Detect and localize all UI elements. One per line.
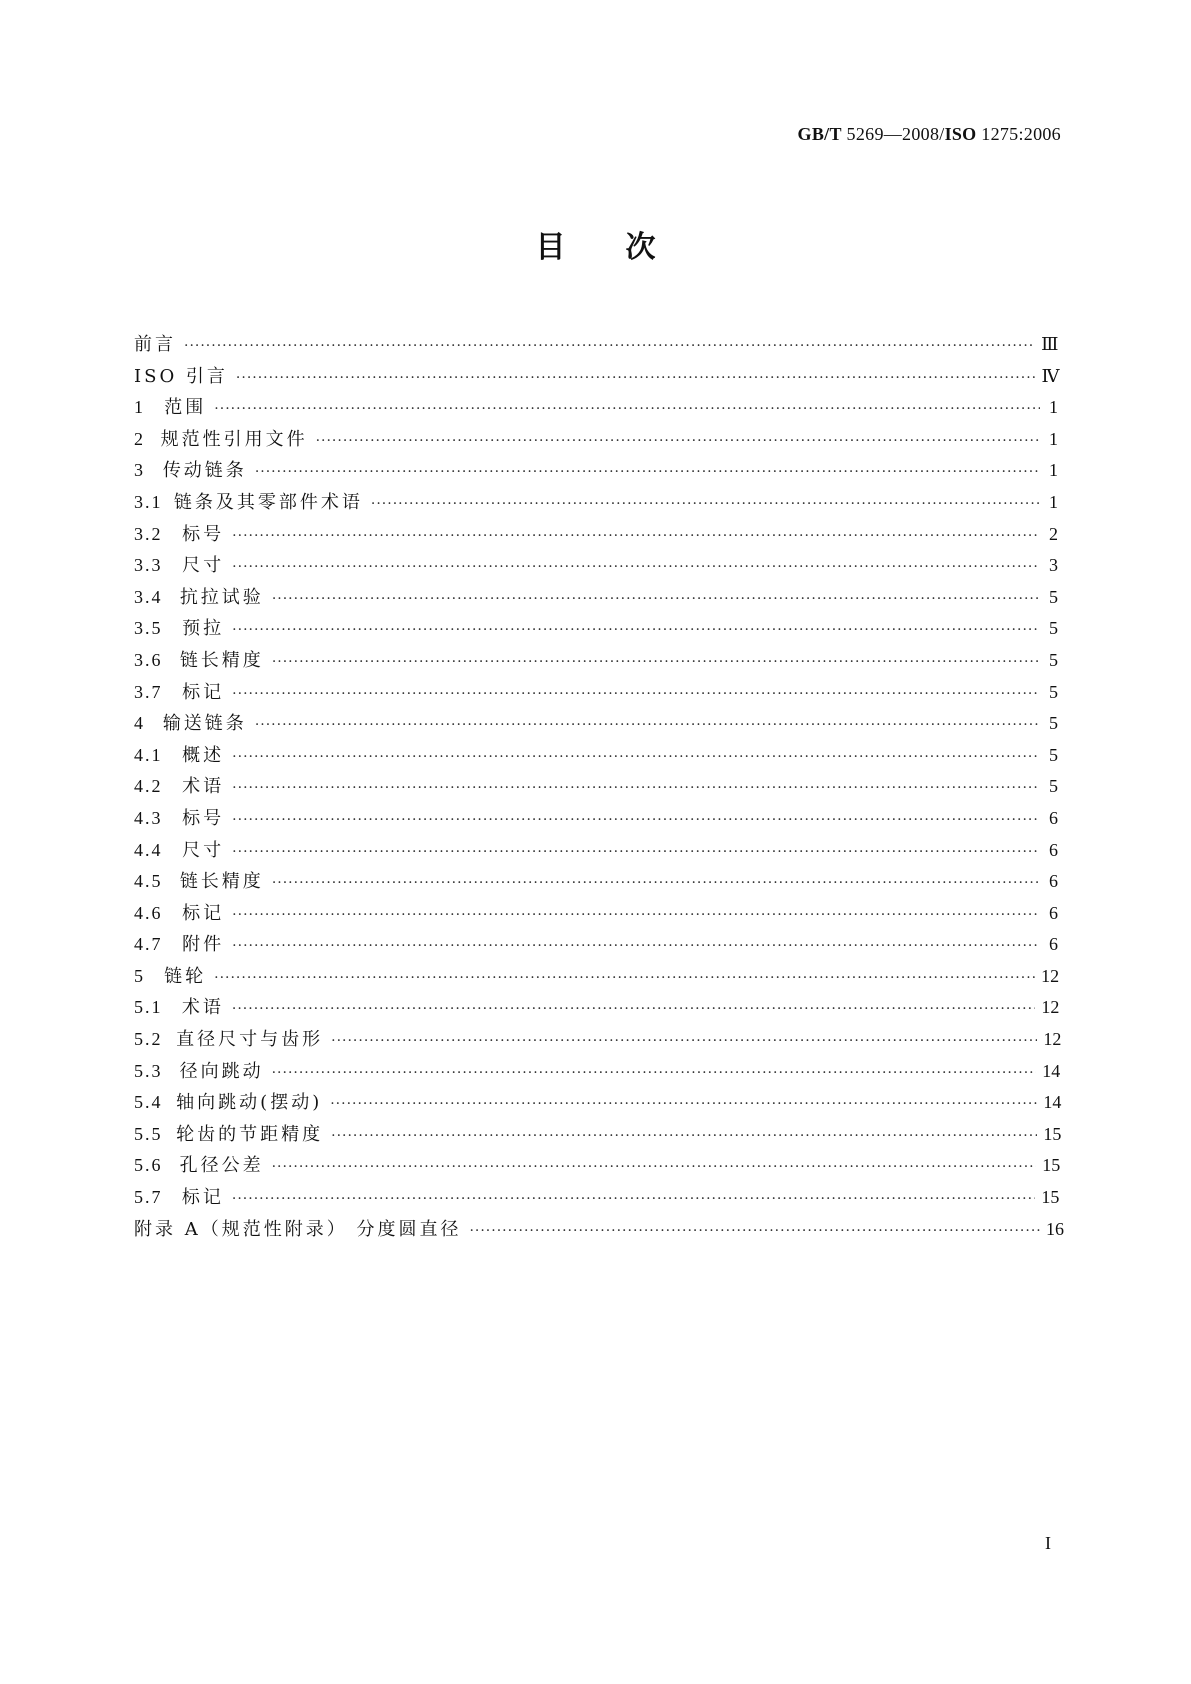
toc-entry-title: 标记 [182,902,225,924]
toc-entry-number: 4.2 [134,776,163,797]
toc-entry[interactable] [134,930,1058,962]
toc-entry[interactable] [134,804,1058,836]
toc-entry-number: 5.3 [134,1060,163,1081]
toc-entry-title: 轮齿的节距精度 [176,1123,324,1145]
toc-entry-number: 5.6 [134,1155,163,1176]
toc-entry-title: 链长精度 [179,649,264,671]
toc-entry-page: 15 [1041,1187,1060,1208]
toc-entry-number: 3.6 [134,649,163,670]
toc-entry[interactable] [134,867,1058,899]
toc-entry[interactable] [134,1151,1061,1183]
dot-leader [232,528,1040,544]
dot-leader [255,717,1040,733]
dot-leader [232,686,1040,702]
dot-leader [232,1001,1036,1017]
toc-entry-title: 尺寸 [182,839,225,861]
toc-entry-page: 1 [1049,460,1058,481]
toc-entry-page: 5 [1049,776,1058,797]
toc-entry-number: 3.1 [134,491,163,512]
toc-entry-number: 5.7 [134,1187,163,1208]
toc-entry[interactable] [134,1088,1062,1120]
dot-leader [232,1191,1036,1207]
dot-leader [255,464,1040,480]
toc-entry-page: 6 [1049,807,1058,828]
toc-entry-number: 3.7 [134,681,163,702]
dot-leader [272,875,1040,891]
toc-entry-page: 15 [1042,1155,1061,1176]
toc-entry-title: 前言 [134,334,176,355]
toc-entry[interactable] [134,772,1058,804]
toc-entry-title: 传动链条 [162,460,247,482]
toc-entry[interactable] [134,741,1058,773]
toc-entry-page: 6 [1049,902,1058,923]
toc-entry-title: 抗拉试验 [179,586,264,608]
toc-entry-page: 1 [1049,397,1058,418]
toc-entry-title: 输送链条 [162,713,247,735]
toc-entry-page: 5 [1049,744,1058,765]
dot-leader [232,780,1040,796]
toc-entry-title: 径向跳动 [179,1060,264,1082]
toc-entry[interactable] [134,678,1058,710]
toc-entry-number: 5.5 [134,1123,163,1144]
toc-entry-number: 3 [134,460,145,481]
toc-entry-number: 5.4 [134,1092,163,1113]
toc-entry-page: 5 [1049,713,1058,734]
toc-entry[interactable] [134,836,1058,868]
toc-entry[interactable] [134,899,1058,931]
std-code: GB/T [797,124,842,144]
dot-leader [316,433,1040,449]
toc-entry-title: 预拉 [182,618,225,640]
toc-entry[interactable] [134,614,1058,646]
dot-leader [469,1223,1040,1239]
iso-code: ISO [944,124,977,144]
toc-entry-number: 4.6 [134,902,163,923]
dot-leader [272,591,1040,607]
toc-entry[interactable] [134,646,1058,678]
toc-entry[interactable] [134,520,1058,552]
toc-entry-number: 4.5 [134,871,163,892]
toc-entry[interactable] [134,962,1058,994]
toc-entry[interactable] [134,1215,1064,1247]
toc-entry-page: 16 [1046,1218,1064,1239]
toc-entry-page: 14 [1043,1092,1062,1113]
toc-entry[interactable] [134,1025,1062,1057]
dot-leader [232,938,1040,954]
toc-entry-number: 4.4 [134,839,163,860]
dot-leader [184,338,1035,354]
toc-entry-title: 概述 [182,744,225,766]
toc-entry[interactable] [134,362,1058,394]
toc-entry[interactable] [134,1183,1058,1215]
table-of-contents [134,330,1064,1246]
toc-entry-title: 尺寸 [182,555,225,577]
toc-entry-page: 5 [1049,681,1058,702]
toc-entry-title: 术语 [182,776,225,798]
toc-entry-title: 范围 [164,397,207,419]
toc-entry-number: 3.4 [134,586,163,607]
toc-entry[interactable] [134,583,1058,615]
dot-leader [371,496,1040,512]
toc-entry-page: 2 [1049,523,1058,544]
toc-entry-page: 12 [1041,997,1060,1018]
toc-entry-page: Ⅳ [1041,365,1060,386]
toc-entry[interactable] [134,425,1058,457]
toc-entry-number: 3.5 [134,618,163,639]
toc-entry-title: 附录 A（规范性附录） 分度圆直径 [134,1218,462,1240]
toc-entry[interactable] [134,393,1058,425]
toc-entry-number: 3.2 [134,523,163,544]
toc-entry-title: ISO 引言 [134,365,228,387]
toc-entry-page: 1 [1049,491,1058,512]
page-title: 目次 [535,230,716,265]
toc-entry-page: 5 [1049,649,1058,670]
iso-number: 1275:2006 [976,124,1061,144]
toc-entry-number: 1 [134,397,145,418]
toc-entry[interactable] [134,1120,1062,1152]
dot-leader [236,370,1036,386]
dot-leader [232,907,1040,923]
toc-entry-title: 术语 [181,997,224,1019]
toc-entry-number: 5.2 [134,1029,163,1050]
dot-leader [232,749,1040,765]
toc-entry[interactable] [134,993,1058,1025]
toc-entry-page: 5 [1049,586,1058,607]
toc-entry[interactable] [134,330,1058,362]
toc-entry-page: 6 [1049,871,1058,892]
toc-entry-title: 轴向跳动(摆动) [176,1092,323,1114]
toc-entry-number: 2 [134,428,145,449]
toc-entry-page: 1 [1049,428,1058,449]
toc-entry-page: Ⅲ [1041,334,1059,354]
toc-entry[interactable] [134,709,1058,741]
toc-entry-title: 标记 [181,1187,224,1209]
toc-entry[interactable] [134,488,1058,520]
toc-entry-page: 3 [1049,555,1058,576]
dot-leader [272,1159,1037,1175]
dot-leader [272,654,1040,670]
toc-entry[interactable] [134,456,1058,488]
toc-entry-title: 链长精度 [179,871,264,893]
toc-entry-page: 5 [1049,618,1058,639]
toc-entry-number: 4.7 [134,934,163,955]
toc-entry-page: 12 [1041,965,1060,986]
toc-entry-page: 14 [1042,1060,1061,1081]
toc-entry-number: 4.3 [134,807,163,828]
toc-entry-title: 链轮 [164,965,207,987]
dot-leader [232,559,1040,575]
dot-leader [232,812,1040,828]
toc-entry-page: 6 [1049,839,1058,860]
toc-entry-title: 直径尺寸与齿形 [176,1029,324,1051]
toc-entry-title: 标记 [182,681,225,703]
toc-entry-title: 标号 [182,807,225,829]
dot-leader [272,1065,1037,1081]
toc-entry-page: 12 [1043,1029,1062,1050]
toc-entry-title: 附件 [182,934,225,956]
dot-leader [214,401,1040,417]
toc-entry-number: 4.1 [134,744,163,765]
toc-entry-title: 标号 [182,523,225,545]
toc-entry-page: 15 [1043,1123,1062,1144]
dot-leader [331,1033,1037,1049]
standard-header [798,124,1061,145]
std-number: 5269—2008/ [841,124,945,144]
toc-entry-title: 规范性引用文件 [160,428,308,450]
toc-entry-number: 5.1 [134,997,163,1018]
dot-leader [232,622,1040,638]
toc-entry[interactable] [134,551,1058,583]
toc-entry-page: 6 [1049,934,1058,955]
toc-entry-number: 5 [134,965,145,986]
toc-entry-title: 链条及其零部件术语 [173,491,363,513]
toc-entry-number: 3.3 [134,555,163,576]
dot-leader [214,970,1035,986]
dot-leader [232,844,1040,860]
toc-entry[interactable] [134,1057,1061,1089]
dot-leader [331,1128,1037,1144]
toc-entry-title: 孔径公差 [179,1155,264,1177]
page-number: I [1045,1533,1051,1553]
toc-entry-number: 4 [134,713,145,734]
dot-leader [330,1096,1037,1112]
